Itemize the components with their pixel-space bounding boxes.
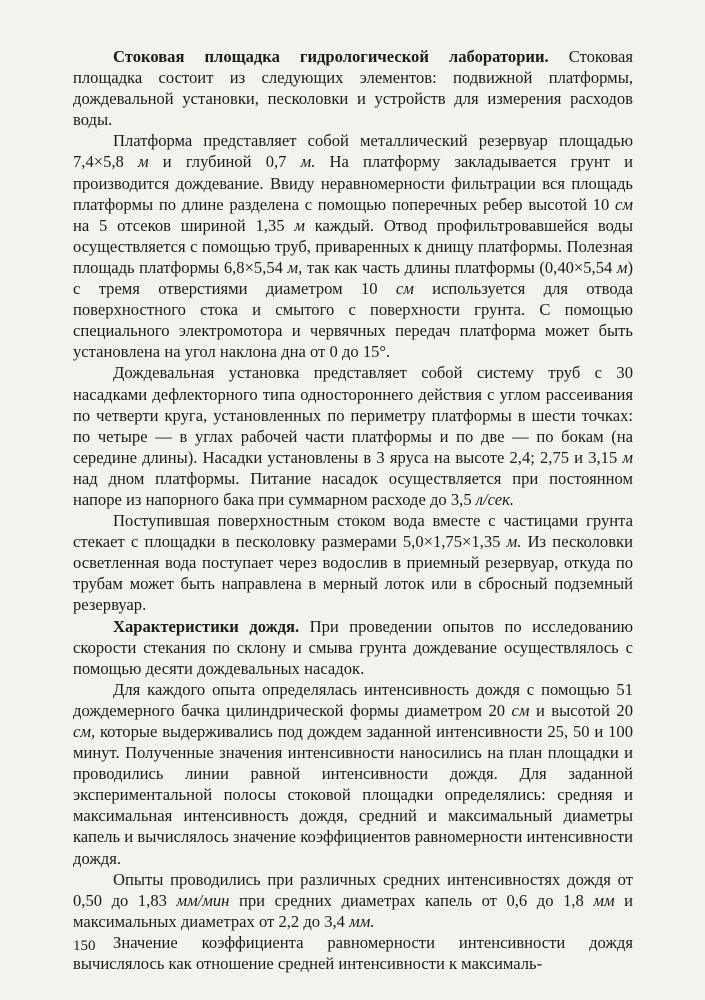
text-run: так как часть длины платформы (0,40×5,54 [302, 257, 617, 277]
text-run: и высотой 20 [529, 700, 633, 720]
text-run: при средних диаметрах капель от 0,6 до 1,8 [229, 890, 594, 910]
unit-label: см [615, 194, 633, 214]
paragraph-sprinkler-installation [73, 362, 633, 510]
paragraph-rain-characteristics [73, 616, 633, 679]
paragraph-sand-trap [73, 510, 633, 615]
text-run: Дождевальная установка представляет собой систему труб с 30 насадками дефлекторного типа одностороннего действия с углом рассеивания по четверти круга, установленных по периметру платформы в шести точках: по четыре — в углах рабочей части платформы и по две — по бокам (на середине длины). Насадки установлены в 3 яруса на высоте 2,4; 2,75 и 3,15 [73, 363, 633, 467]
unit-label: мм/мин [176, 890, 230, 910]
unit-label: см [511, 700, 530, 720]
text-run: которые выдерживались под дождем заданной интенсивности 25, 50 и 100 минут. Полученные значения интенсивности наносились на план площадки и проводились линии равной интенсивности дождя. Для заданной экспериментальной полосы стоковой площадки определялись: средняя и максимальная интенсивность дождя, средний и максимальный диаметры капель и вычислялось значение коэффициентов равномерности интенсивности дождя. [73, 722, 633, 868]
text-run: Платформа представляет собой металлический резервуар площадью 7,4×5,8 [73, 131, 633, 172]
text-run: Поступившая поверхностным стоком вода вместе с частицами грунта стекает с площадки в песколовку размерами 5,0×1,75×1,35 [73, 511, 633, 552]
text-run: над дном платформы. Питание насадок осуществляется при постоянном напоре из напорного бака при суммарном расходе до 3,5 [73, 468, 633, 509]
text-run: и максимальных диаметрах от 2,2 до 3,4 [73, 890, 633, 931]
body-text [73, 46, 633, 974]
unit-label: см, [73, 722, 96, 741]
unit-label: см [395, 279, 414, 299]
text-run: На платформу закладывается грунт и производится дождевание. Ввиду неравномерности фильтрации вся площадь платформы по длине разделена с помощью поперечных ребер высотой 10 [73, 152, 633, 214]
paragraph-rain-intensity [73, 679, 633, 869]
section-heading-runoff-site: Стоковая площадка гидрологической лаборатории. [113, 47, 549, 66]
section-heading-rain-characteristics: Характеристики дождя. [113, 616, 300, 636]
text-run: Для каждого опыта определялась интенсивность дождя с помощью 51 дождемерного бачка цилиндрической формы диаметром 20 [73, 679, 633, 720]
unit-label: м [138, 152, 149, 172]
paragraph-platform [73, 130, 633, 362]
unit-label: м [294, 215, 305, 235]
text-run: Стоковая площадка состоит из следующих элементов: подвижной платформы, дождевальной установки, песколовки и устройств для измерения расходов воды. [73, 47, 633, 130]
text-run: Значение коэффициента равномерности интенсивности дождя вычислялось как отношение средней интенсивности к максималь- [73, 932, 633, 974]
text-run: и глубиной 0,7 [148, 152, 301, 172]
unit-label: мм [593, 890, 615, 910]
text-run: При проведении опытов по исследованию скорости стекания по склону и смыва грунта дождевание осуществлялось с помощью десяти дождевальных насадок. [73, 616, 634, 678]
text-run: Опыты проводились при различных средних интенсивностях дождя от 0,50 до 1,83 [73, 869, 633, 910]
unit-label: м. [300, 152, 316, 172]
paragraph-uniformity-coefficient [73, 932, 633, 974]
unit-label: мм. [349, 911, 375, 931]
text-run: ) с тремя отверстиями диаметром 10 [73, 257, 633, 299]
unit-label: м [616, 257, 628, 277]
text-run: каждый. Отвод профильтровавшейся воды осуществляется с помощью труб, приваренных к днищу платформы. Полезная площадь платформы 6,8×5,54 [73, 215, 633, 277]
unit-label: м, [287, 257, 303, 277]
paragraph-experiments [73, 869, 633, 932]
text-run: Из песколовки осветленная вода поступает через водослив в приемный резервуар, откуда по трубам может быть направлена в мерный лоток или в сбросный подземный резервуар. [73, 532, 633, 615]
unit-label: л/сек. [475, 489, 515, 509]
unit-label: м. [506, 532, 522, 552]
page-number: 150 [73, 938, 96, 954]
text-run: на 5 отсеков шириной 1,35 [73, 215, 295, 235]
paragraph-runoff-site [73, 46, 633, 130]
unit-label: м [622, 447, 633, 467]
text-run: используется для отвода поверхностного стока и смытого с поверхности грунта. С помощью специального электромотора и червячных передач платформа может быть установлена на угол наклона дна от 0 до 15°. [73, 279, 633, 362]
